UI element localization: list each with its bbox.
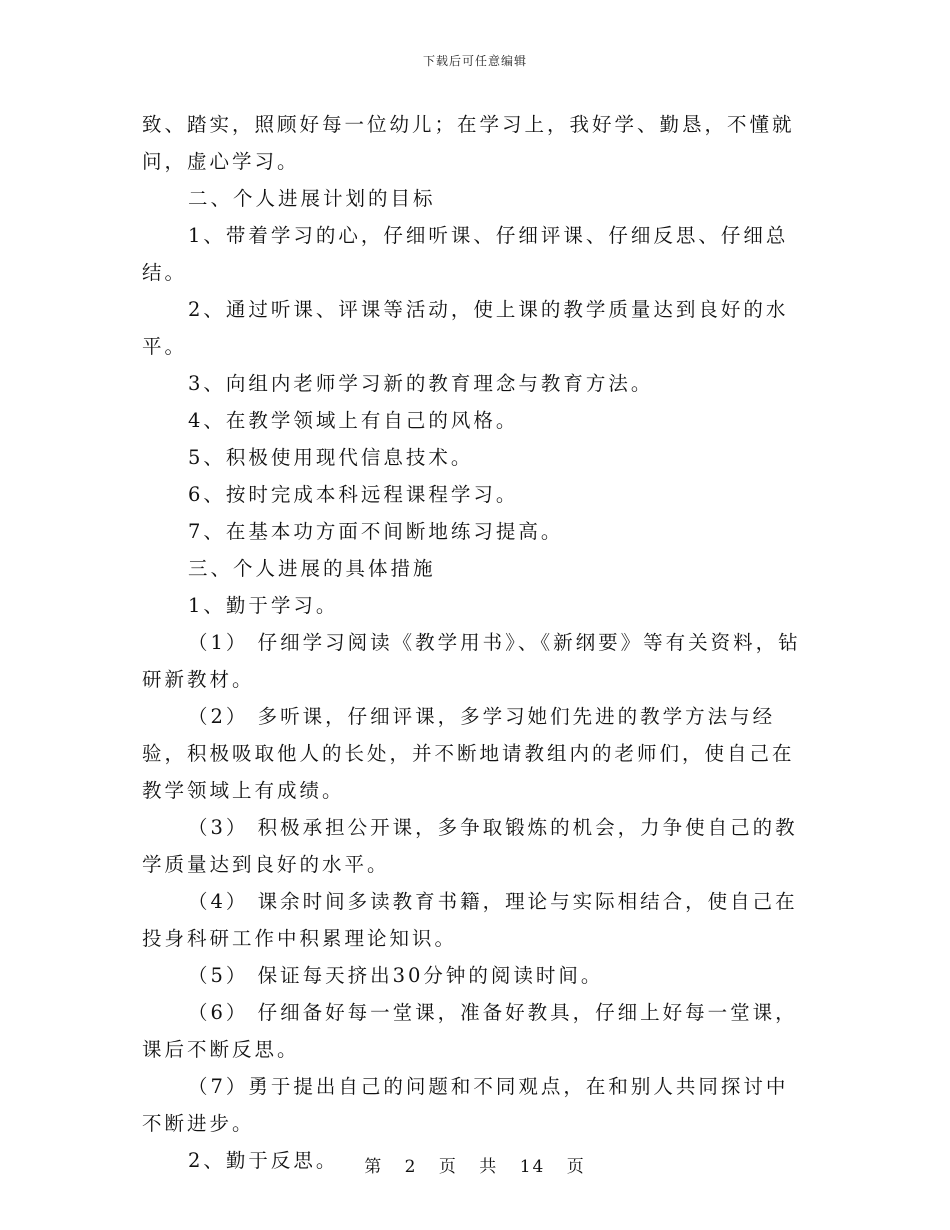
measure-item: （7）勇于提出自己的问题和不同观点，在和别人共同探讨中不断进步。 <box>142 1075 789 1135</box>
goal-item: 5、积极使用现代信息技术。 <box>188 446 474 469</box>
goal-item: 1、带着学习的心，仔细听课、仔细评课、仔细反思、仔细总结。 <box>142 224 789 284</box>
footer-prefix: 第 <box>364 1157 384 1177</box>
footer-suffix: 页 <box>566 1157 586 1177</box>
page-footer <box>0 1152 950 1177</box>
measure-item: （3） 积极承担公开课，多争取锻炼的机会，力争使自己的教学质量达到良好的水平。 <box>142 816 798 876</box>
measure-item: （1） 仔细学习阅读《教学用书》、《新纲要》等有关资料，钻研新教材。 <box>142 631 801 691</box>
measure-item: （2） 多听课，仔细评课，多学习她们先进的教学方法与经验，积极吸取他人的长处，并不断地请教组内的老师们，使自己在教学领域上有成绩。 <box>142 705 795 802</box>
goal-item: 2、通过听课、评课等活动，使上课的教学质量达到良好的水平。 <box>142 298 789 358</box>
measure-item: （6） 仔细备好每一堂课，准备好教具，仔细上好每一堂课，课后不断反思。 <box>142 1001 798 1061</box>
page-header: 下载后可任意编辑 <box>422 54 527 68</box>
measure-item: （5） 保证每天挤出30分钟的阅读时间。 <box>188 964 604 987</box>
document-body <box>142 106 810 1179</box>
section-heading-measures: 三、个人进展的具体措施 <box>188 557 436 580</box>
footer-page-number: 2 <box>404 1157 418 1177</box>
goal-item: 6、按时完成本科远程课程学习。 <box>188 483 519 506</box>
section-heading-goals: 二、个人进展计划的目标 <box>188 187 436 210</box>
measure-item: （4） 课余时间多读教育书籍，理论与实际相结合，使自己在投身科研工作中积累理论知识。 <box>142 890 798 950</box>
goal-item: 4、在教学领域上有自己的风格。 <box>188 409 519 432</box>
goal-item: 3、向组内老师学习新的教育理念与教育方法。 <box>188 372 654 395</box>
subsection-heading: 2、勤于反思。 <box>188 1149 339 1172</box>
goal-item: 7、在基本功方面不间断地练习提高。 <box>188 520 564 543</box>
footer-total-word: 共 <box>479 1157 499 1177</box>
footer-page-word: 页 <box>438 1157 458 1177</box>
subsection-heading: 1、勤于学习。 <box>188 594 339 617</box>
paragraph: 致、踏实，照顾好每一位幼儿；在学习上，我好学、勤恳，不懂就问，虚心学习。 <box>142 113 795 173</box>
footer-total-pages: 14 <box>519 1157 546 1177</box>
